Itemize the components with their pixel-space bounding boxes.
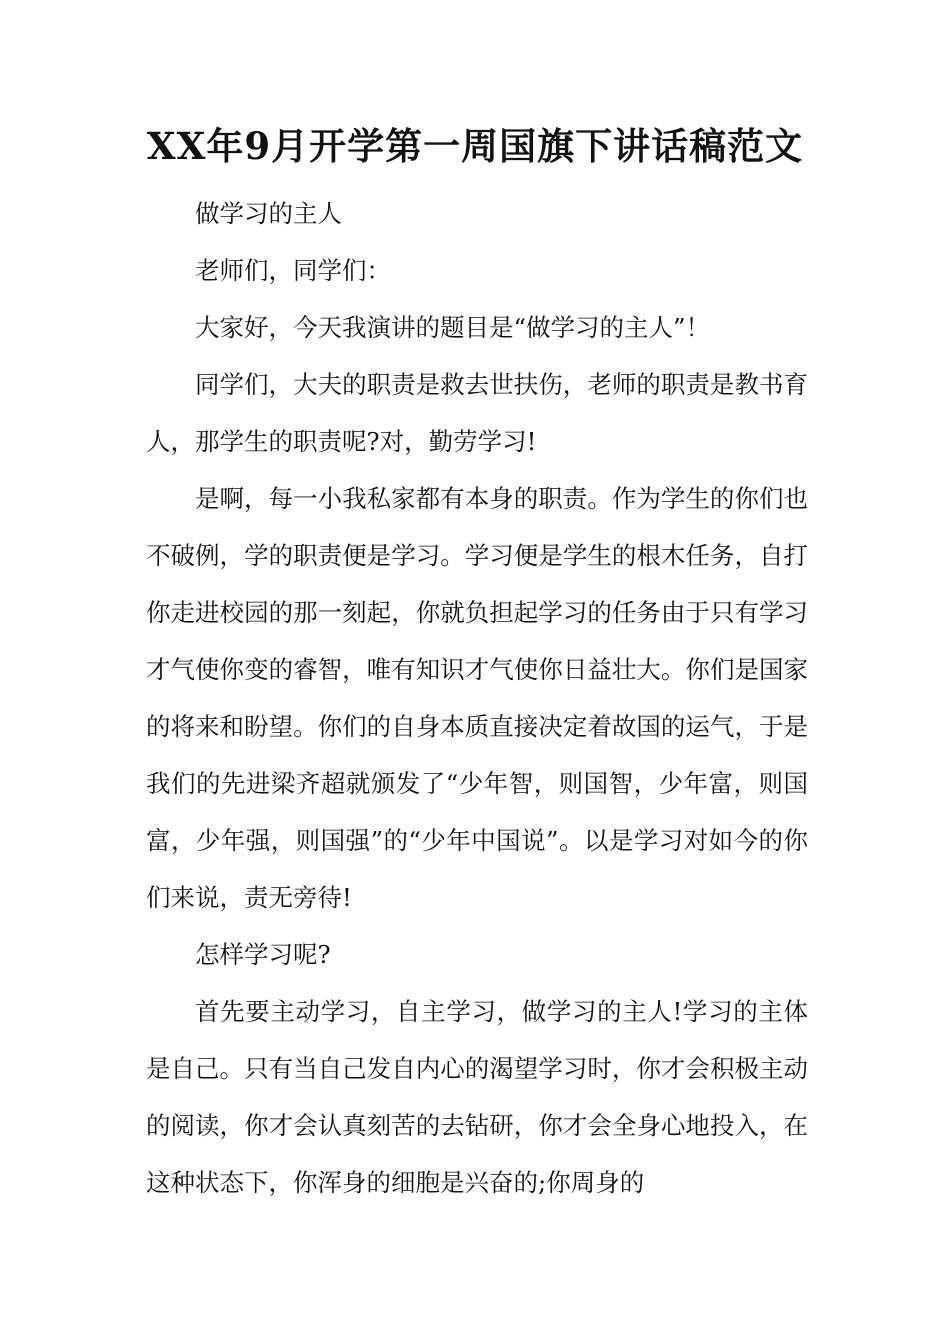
paragraph-salutation: 老师们，同学们： bbox=[195, 256, 391, 285]
paragraph-greeting: 大家好，今天我演讲的题目是“做学习的主人”！ bbox=[195, 313, 711, 342]
document-title: XX年9月开学第一周国旗下讲话稿范文 bbox=[146, 124, 804, 168]
paragraph-active-learning: 首先要主动学习，自主学习，做学习的主人!学习的主体是自己。只有当自己发自内心的渴望学习时，你才会积极主动的阅读，你才会认真刻苦的去钻研，你才会全身心地投入，在这种状态下，你浑身的细胞是兴奋的;你周身的 bbox=[146, 997, 808, 1197]
paragraph-duty: 同学们，大夫的职责是救去世扶伤，老师的职责是教书育人，那学生的职责呢?对，勤劳学习! bbox=[146, 370, 808, 456]
paragraph-responsibility: 是啊，每一小我私家都有本身的职责。作为学生的你们也不破例，学的职责便是学习。学习便是学生的根木任务，自打你走进校园的那一刻起，你就负担起学习的任务由于只有学习才气使你变的睿智，唯有知识才气使你日益壮大。你们是国家的将来和盼望。你们的自身本质直接决定着故国的运气，于是我们的先进梁齐超就颁发了“少年智，则国智，少年富，则国富，少年强，则国强”的“少年中国说”。以是学习对如今的你们来说，责无旁待! bbox=[146, 484, 808, 912]
document-body bbox=[146, 185, 808, 1211]
paragraph-how-to-learn: 怎样学习呢? bbox=[195, 940, 331, 969]
paragraph-subtitle: 做学习的主人 bbox=[195, 199, 342, 228]
